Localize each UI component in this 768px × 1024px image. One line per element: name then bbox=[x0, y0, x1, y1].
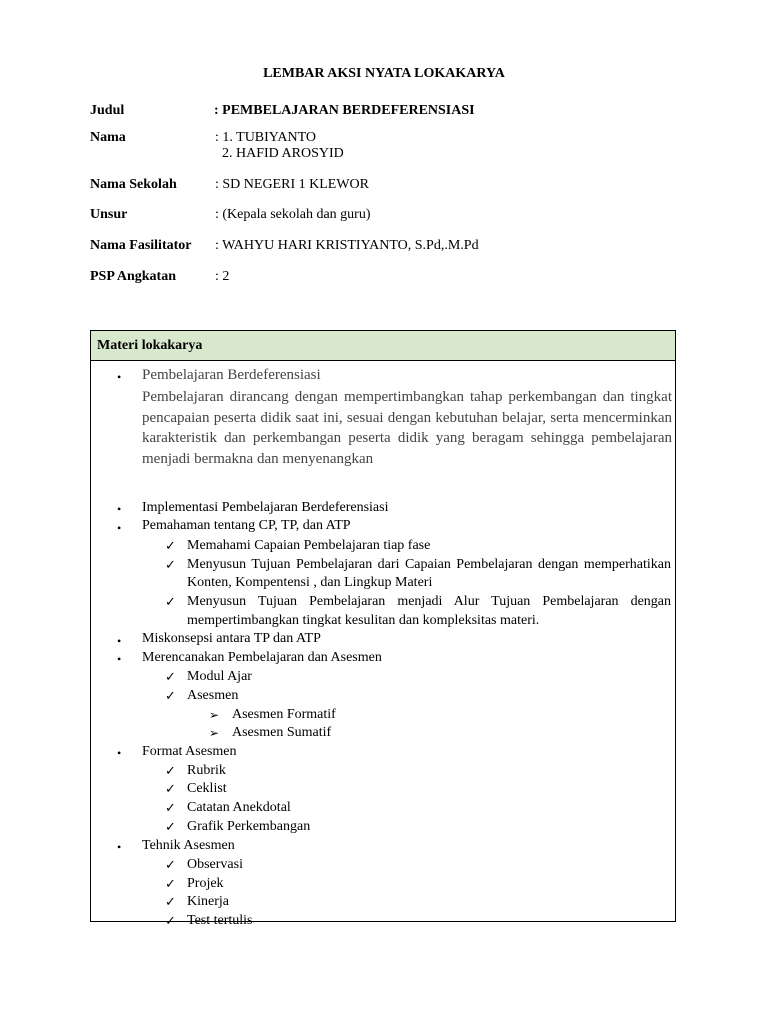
check-icon: ✓ bbox=[165, 876, 176, 891]
unsur-value: : (Kepala sekolah dan guru) bbox=[215, 207, 371, 222]
check-icon: ✓ bbox=[165, 819, 176, 834]
nama-value-1: : 1. TUBIYANTO bbox=[215, 130, 316, 145]
item5-sub1: Modul Ajar bbox=[187, 669, 252, 684]
psp-label: PSP Angkatan bbox=[90, 269, 176, 284]
check-icon: ✓ bbox=[165, 913, 176, 928]
item1-title: Pembelajaran Berdeferensiasi bbox=[142, 367, 321, 383]
item5-sub2-b: Asesmen Sumatif bbox=[232, 725, 332, 740]
bullet-icon: • bbox=[117, 370, 122, 384]
item6-text: Format Asesmen bbox=[142, 744, 237, 759]
arrow-icon: ➢ bbox=[209, 708, 220, 722]
document-title: LEMBAR AKSI NYATA LOKAKARYA bbox=[263, 66, 505, 81]
item7-sub3: Kinerja bbox=[187, 894, 229, 909]
item1-description: Pembelajaran dirancang dengan mempertimbangkan tahap perkembangan dan tingkat pencapaian peserta didik saat ini, sesuai dengan kebutuhan belajar, serta mencerminkan karakteristik dan perkembangan peserta didik yang beragam sehingga pembelajaran menjadi bermakna dan menyenangkan bbox=[142, 389, 672, 467]
bullet-icon: • bbox=[117, 652, 122, 666]
item3-sub1: Memahami Capaian Pembelajaran tiap fase bbox=[187, 538, 431, 553]
check-icon: ✓ bbox=[165, 594, 176, 609]
check-icon: ✓ bbox=[165, 557, 176, 572]
item3-sub3-line1: Menyusun Tujuan Pembelajaran menjadi Alur Tujuan Pembelajaran dengan bbox=[187, 594, 671, 609]
item4-text: Miskonsepsi antara TP dan ATP bbox=[142, 631, 321, 646]
judul-label: Judul bbox=[90, 103, 125, 118]
bullet-icon: • bbox=[117, 521, 122, 535]
item3-sub2-line1: Menyusun Tujuan Pembelajaran dari Capaian Pembelajaran dengan memperhatikan bbox=[187, 557, 671, 572]
bullet-icon: • bbox=[117, 746, 122, 760]
item3-sub3-line2: mempertimbangkan tingkat kesulitan dan kompleksitas materi. bbox=[187, 613, 540, 628]
unsur-label: Unsur bbox=[90, 207, 128, 222]
fasilitator-value: : WAHYU HARI KRISTIYANTO, S.Pd,.M.Pd bbox=[215, 238, 479, 253]
item7-sub2: Projek bbox=[187, 876, 224, 891]
check-icon: ✓ bbox=[165, 538, 176, 553]
check-icon: ✓ bbox=[165, 763, 176, 778]
bullet-icon: • bbox=[117, 502, 122, 516]
item3-sub2-line2: Konten, Kompentensi , dan Lingkup Materi bbox=[187, 575, 433, 590]
check-icon: ✓ bbox=[165, 800, 176, 815]
nama-label: Nama bbox=[90, 130, 126, 145]
item3-text: Pemahaman tentang CP, TP, dan ATP bbox=[142, 518, 351, 533]
item6-sub2: Ceklist bbox=[187, 781, 227, 796]
nama-value-2: 2. HAFID AROSYID bbox=[222, 146, 344, 161]
fasilitator-label: Nama Fasilitator bbox=[90, 238, 192, 253]
check-icon: ✓ bbox=[165, 857, 176, 872]
item6-sub4: Grafik Perkembangan bbox=[187, 819, 311, 834]
sekolah-label: Nama Sekolah bbox=[90, 177, 177, 192]
psp-value: : 2 bbox=[215, 269, 230, 284]
check-icon: ✓ bbox=[165, 894, 176, 909]
item5-sub2: Asesmen bbox=[187, 688, 239, 703]
arrow-icon: ➢ bbox=[209, 726, 220, 740]
item6-sub3: Catatan Anekdotal bbox=[187, 800, 291, 815]
check-icon: ✓ bbox=[165, 688, 176, 703]
item5-sub2-a: Asesmen Formatif bbox=[232, 707, 336, 722]
sekolah-value: : SD NEGERI 1 KLEWOR bbox=[215, 177, 369, 192]
item6-sub1: Rubrik bbox=[187, 763, 226, 778]
bullet-icon: • bbox=[117, 634, 122, 648]
item5-text: Merencanakan Pembelajaran dan Asesmen bbox=[142, 650, 382, 665]
item7-sub4: Test tertulis bbox=[187, 913, 253, 928]
judul-value: : PEMBELAJARAN BERDEFERENSIASI bbox=[214, 103, 475, 118]
item2-text: Implementasi Pembelajaran Berdeferensiasi bbox=[142, 500, 389, 515]
item7-sub1: Observasi bbox=[187, 857, 243, 872]
check-icon: ✓ bbox=[165, 781, 176, 796]
bullet-icon: • bbox=[117, 840, 122, 854]
item7-text: Tehnik Asesmen bbox=[142, 838, 235, 853]
materi-heading: Materi lokakarya bbox=[91, 331, 675, 361]
check-icon: ✓ bbox=[165, 669, 176, 684]
materi-box bbox=[90, 330, 676, 928]
